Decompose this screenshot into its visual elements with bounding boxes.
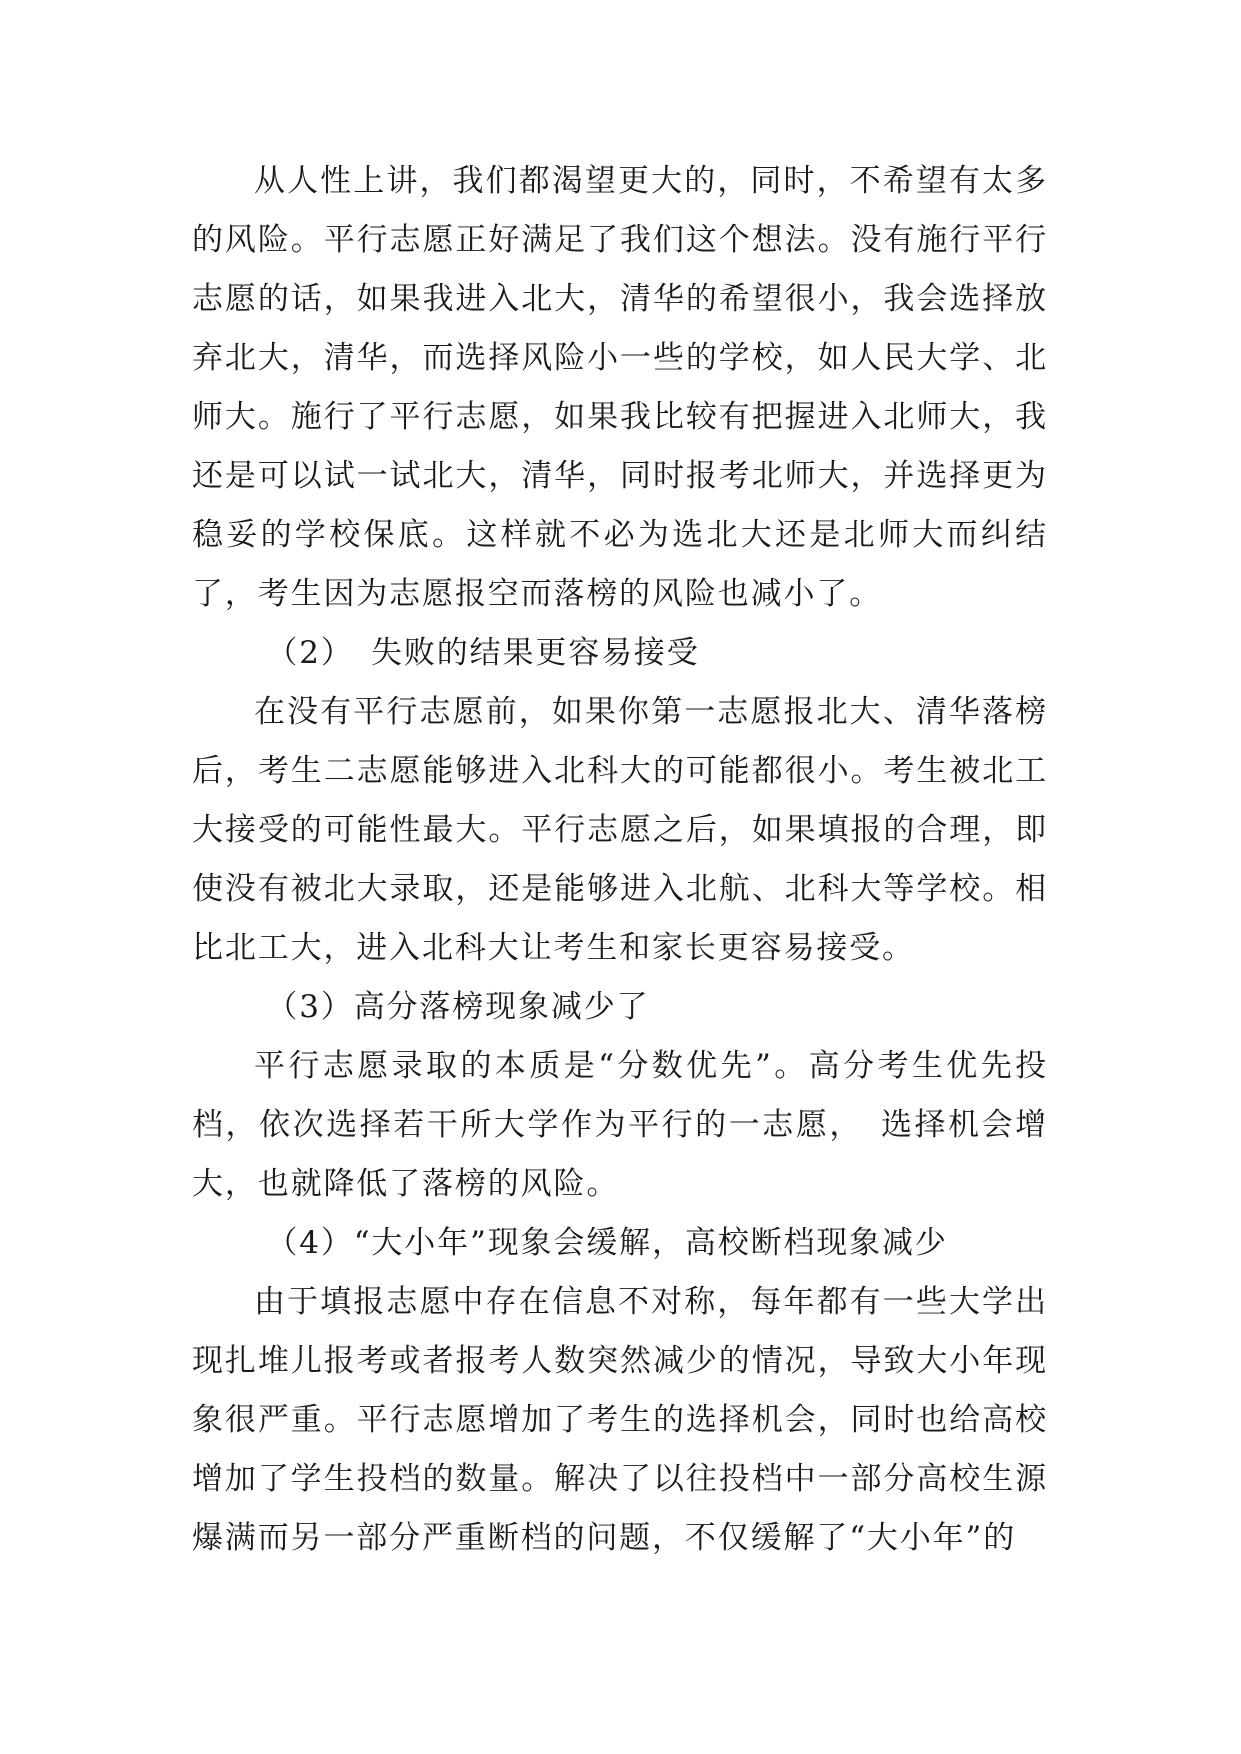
section-heading: （3）高分落榜现象减少了	[266, 989, 650, 1025]
document-page	[192, 152, 1048, 1568]
body-paragraph: 由于填报志愿中存在信息不对称，每年都有一些大学出现扎堆儿报考或者报考人数突然减少的情况，导致大小年现象很严重。平行志愿增加了考生的选择机会，同时也给高校增加了学生投档的数量。解决了以往投档中一部分高校生源爆满而另一部分严重断档的问题，不仅缓解了“大小年”的	[192, 1284, 1048, 1556]
body-paragraph: 平行志愿录取的本质是“分数优先”。高分考生优先投档，依次选择若干所大学作为平行的一志愿， 选择机会增大，也就降低了落榜的风险。	[192, 1048, 1048, 1202]
body-paragraph: 从人性上讲，我们都渴望更大的，同时，不希望有太多的风险。平行志愿正好满足了我们这个想法。没有施行平行志愿的话，如果我进入北大，清华的希望很小，我会选择放弃北大，清华，而选择风险小一些的学校，如人民大学、北师大。施行了平行志愿，如果我比较有把握进入北师大，我还是可以试一试北大，清华，同时报考北师大，并选择更为稳妥的学校保底。这样就不必为选北大还是北师大而纠结了，考生因为志愿报空而落榜的风险也减小了。	[192, 163, 1048, 612]
section-heading: （4）“大小年”现象会缓解，高校断档现象减少	[266, 1225, 948, 1261]
body-paragraph: 在没有平行志愿前，如果你第一志愿报北大、清华落榜后，考生二志愿能够进入北科大的可能都很小。考生被北工大接受的可能性最大。平行志愿之后，如果填报的合理，即使没有被北大录取，还是能够进入北航、北科大等学校。相比北工大，进入北科大让考生和家长更容易接受。	[192, 694, 1048, 966]
section-heading: （2） 失败的结果更容易接受	[266, 635, 700, 671]
